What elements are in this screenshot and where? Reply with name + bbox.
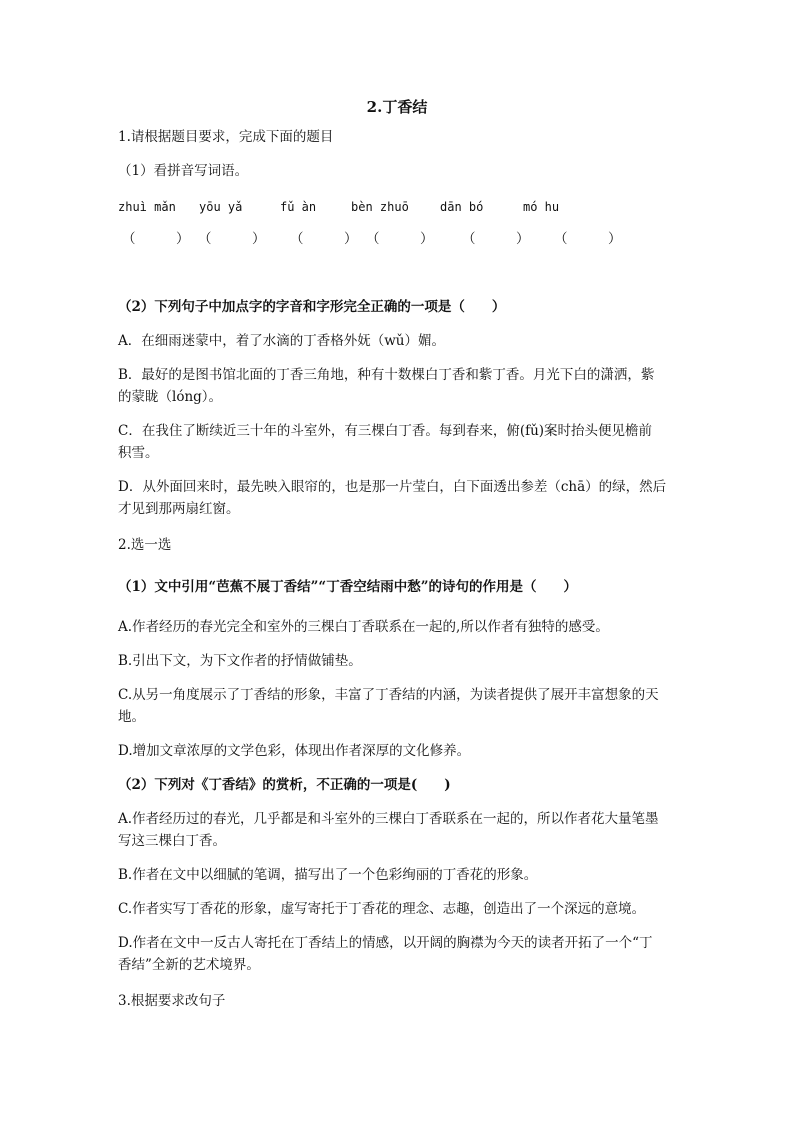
page-title: 2.丁香结 xyxy=(366,98,428,116)
q2-part2-question: （2）下列对《丁香结》的赏析，不正确的一项是( ) xyxy=(118,777,451,793)
answer-blanks-row xyxy=(118,228,678,250)
pinyin-3: fǔ àn xyxy=(280,200,317,214)
pinyin-6: mó hu xyxy=(523,200,560,214)
q1-heading: 1.请根据题目要求，完成下面的题目 xyxy=(118,129,334,145)
pinyin-row xyxy=(118,196,678,218)
answer-blank-1[interactable]: （ ） xyxy=(122,231,190,247)
answer-blank-6[interactable]: （ ） xyxy=(554,231,622,247)
pinyin-5: dān bó xyxy=(440,200,484,214)
q1-part2-option-d: D．从外面回来时，最先映入眼帘的，也是那一片莹白，白下面透出参差（chā）的绿，然后 xyxy=(118,479,667,495)
q2-part2-option-d: D.作者在文中一反古人寄托在丁香结上的情感，以开阔的胸襟为今天的读者开拓了一个“丁 xyxy=(118,935,653,951)
q1-part2-option-a: A．在细雨迷蒙中，着了水滴的丁香格外妩（wǔ）媚。 xyxy=(118,333,445,349)
pinyin-2: yōu yǎ xyxy=(199,200,243,214)
answer-blank-2[interactable]: （ ） xyxy=(198,231,266,247)
q2-part1-question: （1）文中引用“芭蕉不展丁香结”“丁香空结雨中愁”的诗句的作用是（ ） xyxy=(118,579,577,595)
q3-heading: 3.根据要求改句子 xyxy=(118,993,226,1009)
q2-part2-option-c: C.作者实写丁香花的形象，虚写寄托于丁香花的理念、志趣，创造出了一个深远的意境。 xyxy=(118,901,646,917)
answer-blank-3[interactable]: （ ） xyxy=(290,231,358,247)
q2-heading: 2.选一选 xyxy=(118,537,172,553)
q1-part2-option-d-cont: 才见到那两扇红窗。 xyxy=(118,501,240,517)
q2-part2-option-b: B.作者在文中以细腻的笔调，描写出了一个色彩绚丽的丁香花的形象。 xyxy=(118,867,538,883)
q2-part2-option-d-cont: 香结”全新的艺术境界。 xyxy=(118,957,260,973)
q2-part1-option-c-cont: 地。 xyxy=(118,709,145,725)
q2-part2-option-a-cont: 写这三棵白丁香。 xyxy=(118,833,226,849)
answer-blank-4[interactable]: （ ） xyxy=(366,231,434,247)
q1-part2-option-b-cont: 的蒙眬（lóng）。 xyxy=(118,389,223,405)
q2-part1-option-a: A.作者经历的春光完全和室外的三棵白丁香联系在一起的,所以作者有独特的感受。 xyxy=(118,619,609,635)
q2-part2-option-a: A.作者经历过的春光，几乎都是和斗室外的三棵白丁香联系在一起的，所以作者花大量笔墨 xyxy=(118,811,659,827)
q1-part2-option-b: B．最好的是图书馆北面的丁香三角地，种有十数棵白丁香和紫丁香。月光下白的潇洒，紫 xyxy=(118,367,655,383)
q1-part2-option-c: C．在我住了断续近三十年的斗室外，有三棵白丁香。每到春来，俯(fǔ)案时抬头便见檐前 xyxy=(118,423,653,439)
q1-part1-label: （1）看拼音写词语。 xyxy=(118,163,249,179)
q2-part1-option-c: C.从另一角度展示了丁香结的形象，丰富了丁香结的内涵，为读者提供了展开丰富想象的天 xyxy=(118,687,659,703)
q2-part1-option-d: D.增加文章浓厚的文学色彩，体现出作者深厚的文化修养。 xyxy=(118,743,471,759)
answer-blank-5[interactable]: （ ） xyxy=(462,231,530,247)
pinyin-1: zhuì mǎn xyxy=(118,200,176,214)
q1-part2-option-c-cont: 积雪。 xyxy=(118,445,159,461)
q1-part2-question: （2）下列句子中加点字的字音和字形完全正确的一项是（ ） xyxy=(118,299,506,315)
q2-part1-option-b: B.引出下文，为下文作者的抒情做铺垫。 xyxy=(118,653,362,669)
pinyin-4: bèn zhuō xyxy=(351,200,409,214)
